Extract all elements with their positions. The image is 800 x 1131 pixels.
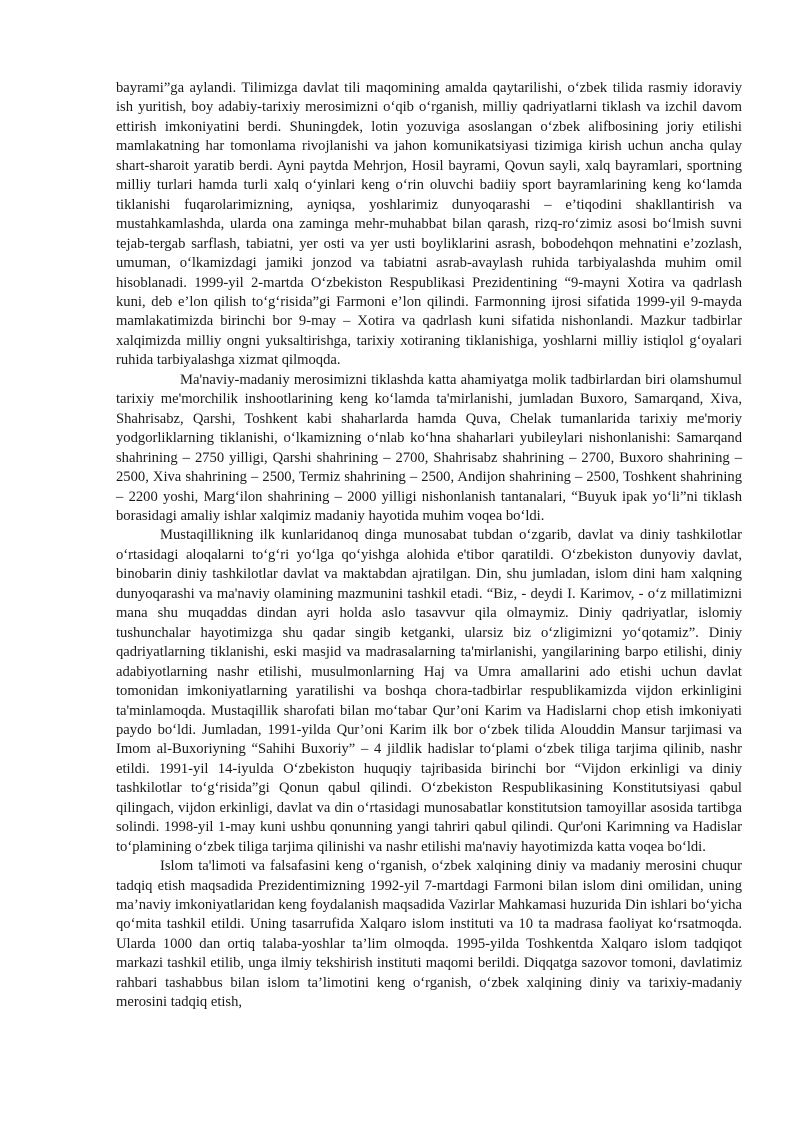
paragraph-4: Islom ta'limoti va falsafasini keng o‘rganish, o‘zbek xalqining diniy va madaniy merosini chuqur tadqiq etish maqsadida Prezidentimizning 1992-yil 7-martdagi Farmoni bilan islom dini omilidan, uning ma’naviy imkoniyatlaridan keng foydalanish maqsadida Vazirlar Mahkamasi huzurida Din ishlari bo‘yicha qo‘mita tashkil etildi. Uning tasarrufida Xalqaro islom instituti va 10 ta madrasa faoliyat ko‘rsatmoqda. Ularda 1000 dan ortiq talaba-yoshlar ta’lim olmoqda. 1995-yilda Toshkentda Xalqaro islom tadqiqot markazi tashkil etilib, unga ilmiy tekshirish instituti maqomi berildi. Diqqatga sazovor tomoni, davlatimiz rahbari tashabbus bilan islom ta’limotini keng o‘rganish, o‘zbek xalqining diniy va tarixiy-madaniy merosini tadqiq etish,: [116, 858, 742, 1011]
paragraph-1: bayrami”ga aylandi. Tilimizga davlat tili maqomining amalda qaytarilishi, o‘zbek tilida rasmiy idoraviy ish yuritish, boy adabiy-tarixiy merosimizni o‘qib o‘rganish, milliy qadriyatlarni tiklash va izchil davom ettirish imkoniyatini berdi. Shuningdek, lotin yozuviga asoslangan o‘zbek alifbosining joriy etilishi mamlakatning har tomonlama rivojlanishi va jahon komunikatsiyasi tizimiga kirish uchun ancha qulay shart-sharoit yaratib berdi. Ayni paytda Mehrjon, Hosil bayrami, Qovun sayli, xalq bayramlari, sportning milliy turlari hamda turli xalq o‘yinlari keng o‘rin oluvchi badiiy sport bayramlarining keng ko‘lamda tiklanishi fuqarolarimizning, ayniqsa, yoshlarimiz dunyoqarashi – e’tiqodini shakllantirish va mustahkamlashda, ularda ona zaminga mehr-muhabbat bilan qarash, rizq-ro‘zimiz asosi bo‘lmish suvni tejab-tergab sarflash, tabiatni, yer osti va yer usti boyliklarini asrash, bobodehqon mehnatini e’zozlash, umuman, o‘lkamizdagi jamiki jonzod va tabiatni asrab-avaylash ruhida tarbiyalashda muhim omil hisoblanadi. 1999-yil 2-martda O‘zbekiston Respublikasi Prezidentining “9-mayni Xotira va qadrlash kuni, deb e’lon qilish to‘g‘risida”gi Farmoni e’lon qilindi. Farmonning ijrosi sifatida 1999-yil 9-mayda mamlakatimizda birinchi bor 9-may – Xotira va qadrlash kuni sifatida nishonlandi. Mazkur tadbirlar xalqimizda milliy ongni yuksaltirishga, tarixiy xotiraning tiklanishiga, yoshlarni milliy istiqlol g‘oyalari ruhida tarbiyalashga xizmat qilmoqda.: [116, 80, 742, 369]
paragraph-3: Mustaqillikning ilk kunlaridanoq dinga munosabat tubdan o‘zgarib, davlat va diniy tashkilotlar o‘rtasidagi aloqalarni to‘g‘ri yo‘lga qo‘yishga alohida e'tibor qaratildi. O‘zbekiston dunyoviy davlat, binobarin diniy tashkilotlar davlat va maktabdan ajratilgan. Din, shu jumladan, islom dini ham xalqning dunyoqarashi va ma'naviy olamining mazmunini tashkil etadi. “Biz, - deydi I. Karimov, - o‘z millatimizni mana shu muqaddas dindan ayri holda aslo tasavvur qila olmaymiz. Diniy qadriyatlar, islomiy tushunchalar hayotimizga shu qadar singib ketganki, ularsiz biz o‘zligimizni yo‘qotamiz”. Diniy qadriyatlarning tiklanishi, eski masjid va madrasalarning ta'mirlanishi, yangilarining barpo etilishi, diniy adabiyotlarning nashr etilishi, musulmonlarning Haj va Umra amallarini ado etishi uchun davlat tomonidan imkoniyatlarning yaratilishi va boshqa chora-tadbirlar respublikamizda vijdon erkinligini ta'minlamoqda. Mustaqillik sharofati bilan mo‘tabar Qur’oni Karim va Hadislarni chop etish imkoniyati paydo bo‘ldi. Jumladan, 1991-yilda Qur’oni Karim ilk bor o‘zbek tilida Alouddin Mansur tarjimasi va Imom al-Buxoriyning “Sahihi Buxoriy” – 4 jildlik hadislar to‘plami o‘zbek tiliga tarjima qilinib, nashr etildi. 1991-yil 14-iyulda O‘zbekiston huquqiy tajribasida birinchi bor “Vijdon erkinligi va diniy tashkilotlar to‘g‘risida”gi Qonun qabul qilindi. O‘zbekiston Respublikasining Konstitutsiyasi qabul qilingach, vijdon erkinligi, davlat va din o‘rtasidagi munosabatlar konstitutsion tamoyillar asosida tartibga solindi. 1998-yil 1-may kuni ushbu qonunning yangi tahriri qabul qilindi. Qur'oni Karimning va Hadislar to‘plamining o‘zbek tiliga tarjima qilinishi va nashr etilishi ma'naviy hayotimizda katta voqea bo‘ldi.: [116, 527, 742, 855]
document-page: [116, 79, 742, 1013]
paragraph-2: Ma'naviy-madaniy merosimizni tiklashda katta ahamiyatga molik tadbirlardan biri olamshumul tarixiy me'morchilik inshootlarining keng ko‘lamda ta'mirlanishi, jumladan Buxoro, Samarqand, Xiva, Shahrisabz, Qarshi, Toshkent kabi shaharlarda hamda Quva, Chelak tumanlarida tarixiy me'moriy yodgorliklarning tiklanishi, o‘lkamizning o‘nlab ko‘hna shaharlari yubileylari nishonlanishi: Samarqand shahrining – 2750 yilligi, Qarshi shahrining – 2700, Shahrisabz shahrining – 2700, Buxoro shahrining – 2500, Xiva shahrining – 2500, Termiz shahrining – 2500, Andijon shahrining – 2500, Toshkent shahrining – 2200 yoshi, Marg‘ilon shahrining – 2000 yilligi nishonlanish tantanalari, “Buyuk ipak yo‘li”ni tiklash borasidagi amaliy ishlar xalqimiz madaniy hayotida muhim voqea bo‘ldi.: [116, 371, 742, 524]
